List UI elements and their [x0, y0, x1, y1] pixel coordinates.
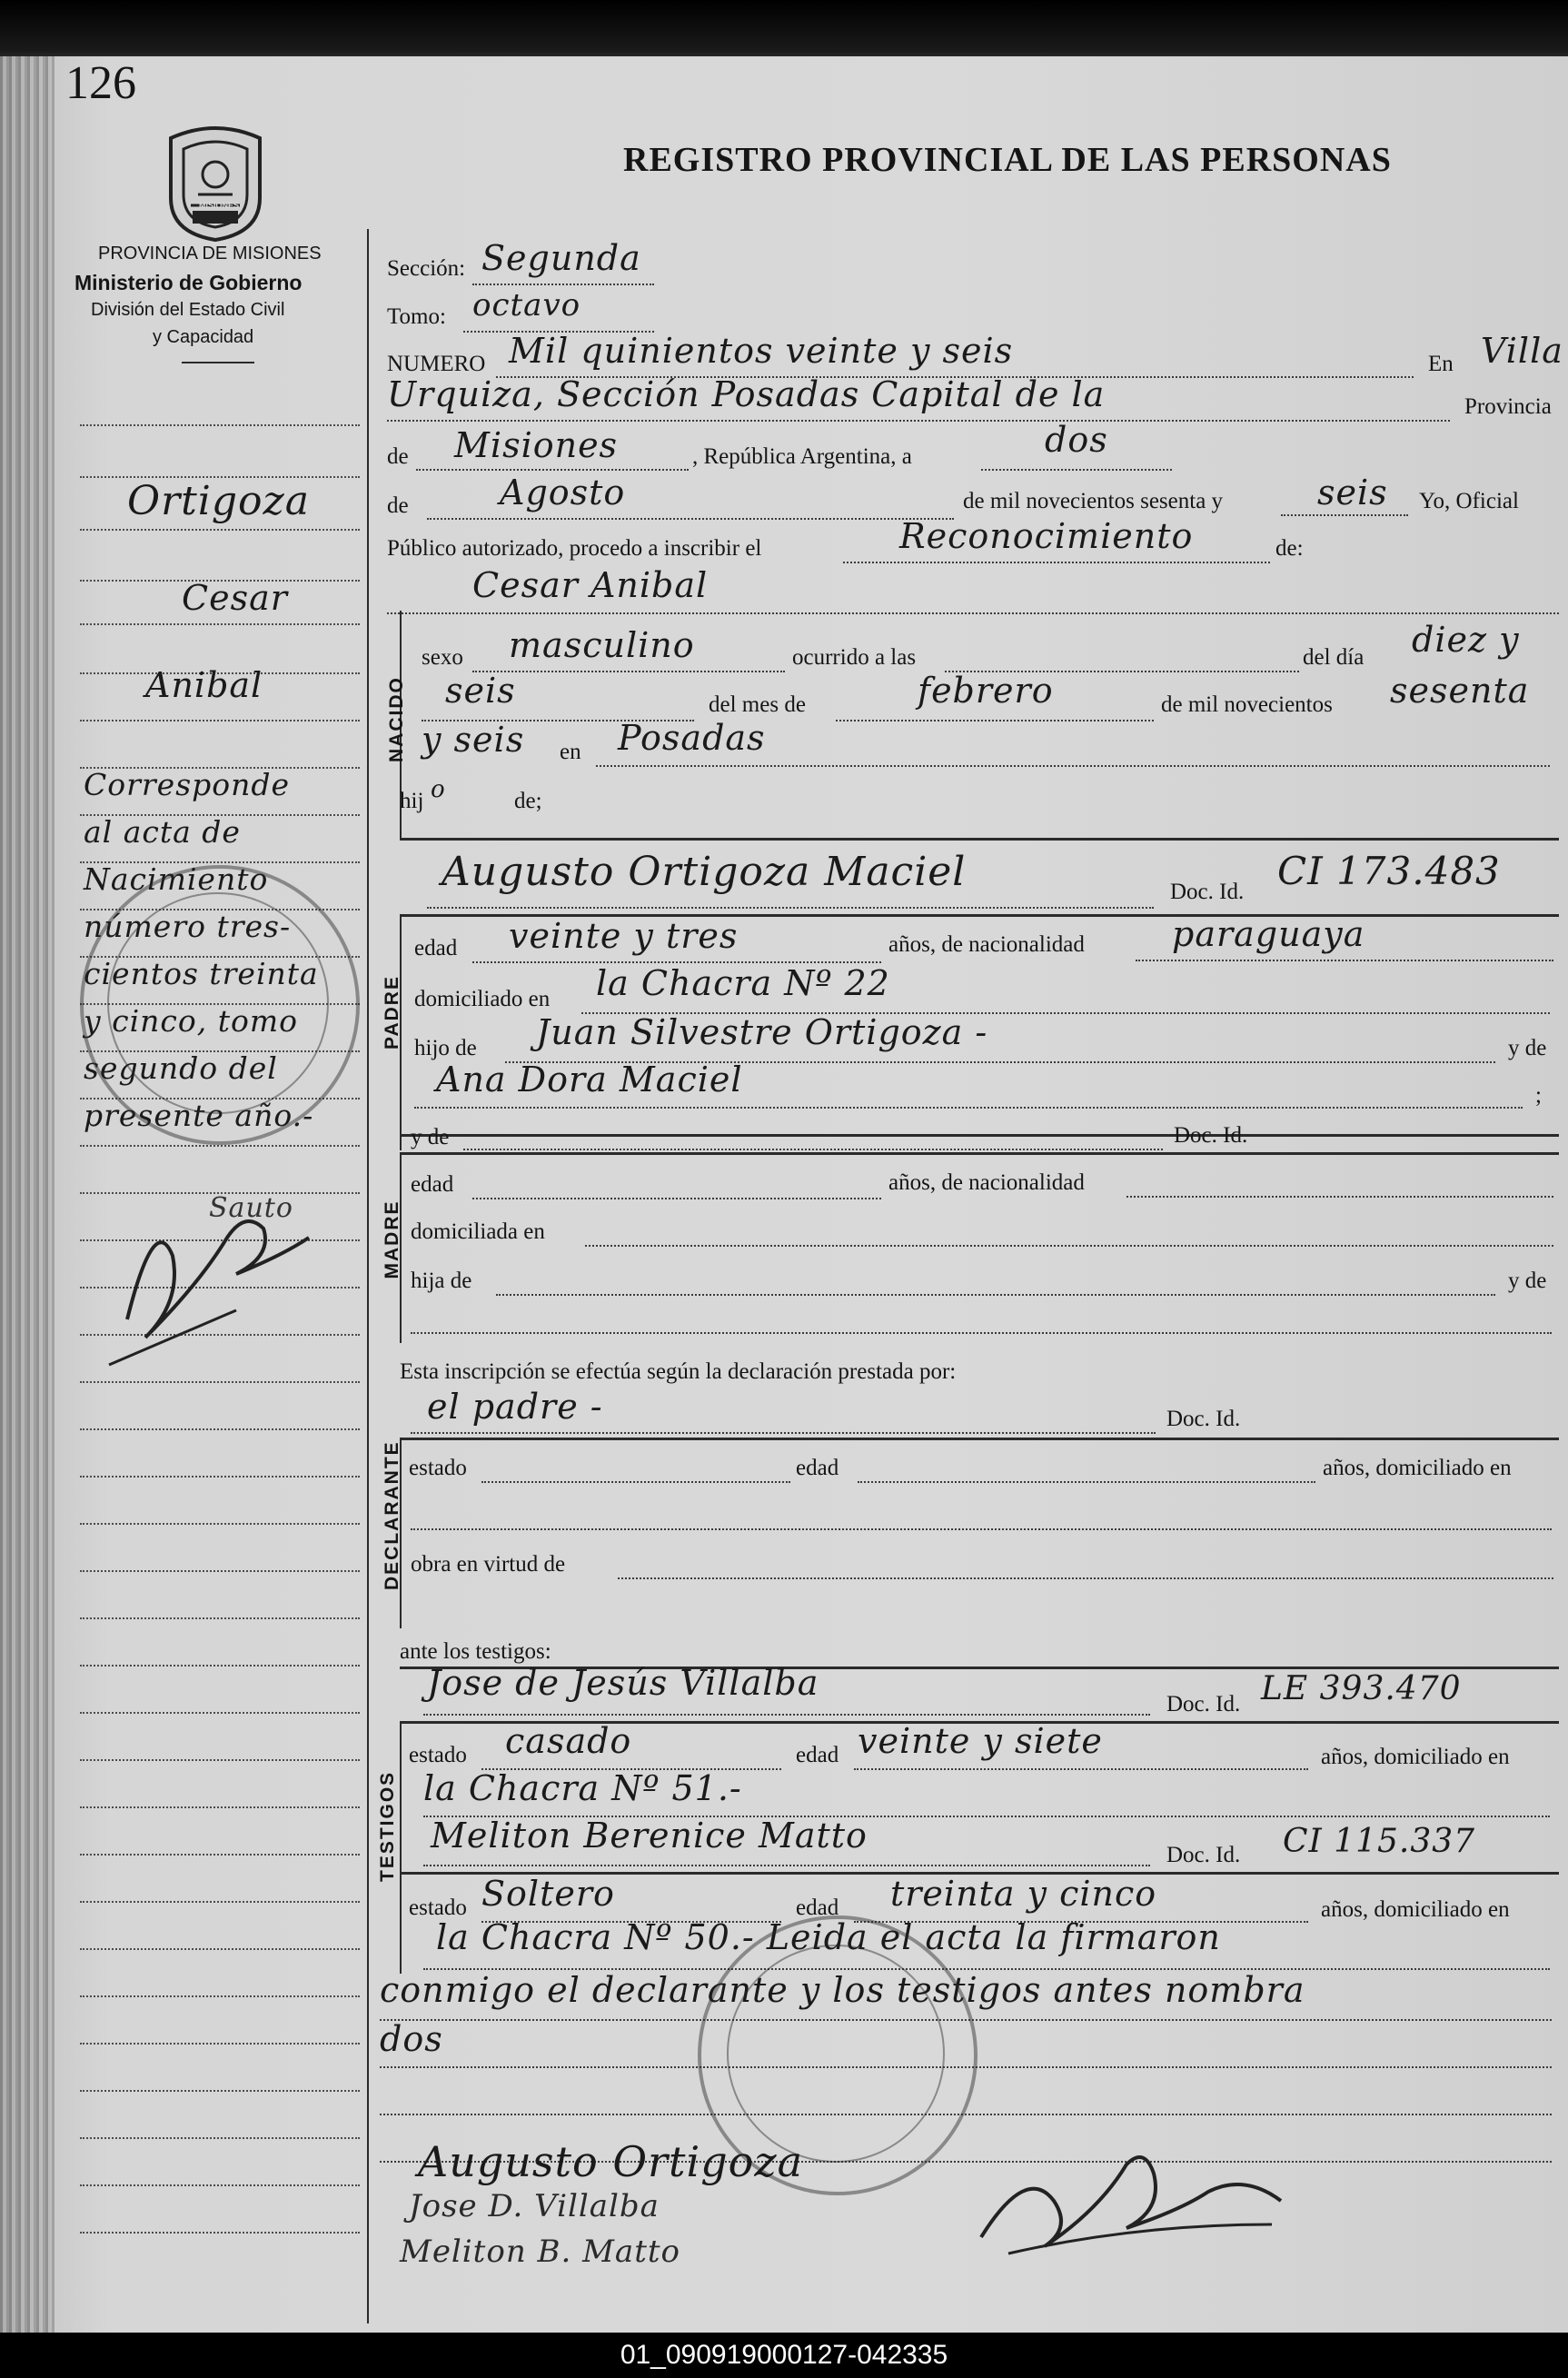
padre-edad-value: veinte y tres [509, 916, 739, 956]
madre-sub-rule [400, 1152, 1559, 1155]
dotted-fill-line [427, 518, 954, 520]
dotted-fill-line [854, 1768, 1308, 1770]
dotted-fill-line [427, 907, 1154, 909]
page-number: 126 [65, 57, 136, 109]
org-ministry: Ministerio de Gobierno [74, 271, 303, 294]
hijo-label: hij [400, 789, 424, 813]
dotted-fill-line [80, 1948, 360, 1950]
sexo-label: sexo [422, 645, 463, 670]
dotted-fill-line [80, 720, 360, 721]
padre-label: PADRE [382, 975, 402, 1050]
margin-surname: Ortigoza [127, 478, 310, 524]
declarante-intro: Esta inscripción se efectúa según la declaración prestada por: [400, 1359, 957, 1384]
padre-hijo-de-label: hijo de [414, 1036, 477, 1060]
margin-stamp-inner [107, 892, 329, 1114]
dia-nac-value-a: diez y [1412, 620, 1520, 660]
signature-father: Augusto Ortigoza [418, 2137, 804, 2186]
province-seal [162, 122, 269, 242]
margin-name2: Anibal [145, 665, 263, 705]
margin-note-line: y cinco, tomo [84, 1003, 299, 1039]
dotted-fill-line [80, 1806, 360, 1808]
dotted-fill-line [80, 2090, 360, 2092]
testigo2-edad-label: edad [796, 1895, 839, 1920]
dotted-fill-line [585, 1245, 1553, 1247]
declarante-top-rule [400, 1438, 1559, 1440]
dotted-fill-line [858, 1481, 1315, 1483]
en-value: Villa [1481, 331, 1563, 371]
margin-note-line: cientos treinta [84, 956, 319, 991]
dotted-fill-line [411, 1332, 1552, 1334]
padre-nombre: Augusto Ortigoza Maciel [442, 849, 967, 895]
dotted-fill-line [387, 420, 1450, 422]
tomo-value: octavo [472, 287, 581, 323]
signature-witness2: Meliton B. Matto [400, 2234, 681, 2270]
scan-id-footer: 01_090919000127-042335 [0, 2333, 1568, 2378]
de-label: de [387, 444, 409, 469]
padre-y-de-label: y de [1508, 1036, 1547, 1060]
madre-dom-label: domiciliada en [411, 1219, 545, 1244]
declarante-edad-label: edad [796, 1456, 839, 1480]
lugar-nac-value: Posadas [618, 718, 766, 758]
dotted-fill-line [80, 424, 360, 426]
org-capacity: y Capacidad [153, 327, 254, 347]
declarante-label: DECLARANTE [382, 1440, 402, 1590]
padre-doc-value: CI 173.483 [1277, 849, 1501, 893]
seal-text: MISIONES [199, 201, 240, 210]
book-spine [0, 56, 55, 2333]
margin-note-line: segundo del [84, 1050, 278, 1086]
anio-value: seis [1317, 473, 1388, 512]
madre-nac-label: años, de nacionalidad [888, 1170, 1085, 1195]
closing-line3: dos [380, 2019, 443, 2059]
dotted-fill-line [80, 2232, 360, 2234]
dotted-fill-line [981, 469, 1172, 471]
dotted-fill-line [80, 1428, 360, 1430]
padre-nac-value: paraguaya [1172, 914, 1365, 954]
official-signature [972, 2137, 1299, 2264]
dotted-fill-line [80, 2137, 360, 2139]
padre-doc-label: Doc. Id. [1170, 880, 1245, 904]
dotted-fill-line [80, 1995, 360, 1997]
del-mes-label: del mes de [709, 692, 806, 717]
en-nac-label: en [560, 740, 581, 764]
testigo1-anios-label: años, domiciliado en [1321, 1745, 1510, 1769]
testigo1-doc-label: Doc. Id. [1166, 1692, 1241, 1716]
margin-divider [367, 229, 369, 2323]
margin-signature-text: Sauto [209, 1192, 293, 1224]
padre-dom-label: domiciliado en [414, 987, 551, 1011]
de2-label: de [387, 493, 409, 518]
dotted-fill-line [411, 1432, 1156, 1434]
testigo2-edad-value: treinta y cinco [890, 1874, 1157, 1914]
hijo-de-label: de; [514, 789, 542, 813]
testigos-label: TESTIGOS [377, 1770, 398, 1882]
testigo2-estado-label: estado [409, 1895, 467, 1920]
sexo-value: masculino [509, 625, 695, 665]
testigo1-edad-value: veinte y siete [858, 1721, 1103, 1761]
margin-note-line: Corresponde [84, 767, 291, 802]
declarante-estado-label: estado [409, 1456, 467, 1480]
dotted-fill-line [481, 1481, 790, 1483]
registry-stamp-inner [727, 1945, 945, 2163]
testigo1-dom-value: la Chacra Nº 51.- [423, 1768, 742, 1808]
mes-nac-value: febrero [918, 671, 1054, 711]
testigo1-estado-value: casado [505, 1721, 632, 1761]
dotted-fill-line [80, 1759, 360, 1761]
madre-edad-label: edad [411, 1172, 454, 1197]
dotted-fill-line [80, 2184, 360, 2186]
testigo1-doc-value: LE 393.470 [1261, 1670, 1462, 1707]
dotted-fill-line [80, 2043, 360, 2045]
dotted-fill-line [1281, 514, 1408, 516]
org-province: PROVINCIA DE MISIONES [98, 244, 322, 264]
dotted-fill-line [80, 1712, 360, 1714]
anio-nac-value-b: y seis [422, 720, 525, 760]
margin-note-line: número tres- [84, 909, 292, 944]
dotted-fill-line [423, 1714, 1150, 1716]
dotted-fill-line [596, 765, 1550, 767]
padre-edad-label: edad [414, 936, 458, 960]
madre-hija-label: hija de [411, 1269, 472, 1293]
del-dia-label: del día [1303, 645, 1365, 670]
dotted-fill-line [411, 1528, 1552, 1530]
org-division: División del Estado Civil [91, 300, 285, 320]
margin-note-line: presente año.- [84, 1098, 314, 1133]
padre-madre-value: Ana Dora Maciel [436, 1060, 743, 1099]
testigo2-estado-value: Soltero [481, 1874, 615, 1914]
madre-top-rule [400, 1134, 1559, 1137]
madre-label: MADRE [382, 1199, 402, 1279]
anio-nac-label: de mil novecientos [1161, 692, 1333, 717]
dotted-fill-line [416, 469, 689, 471]
declarante-nombre: el padre - [427, 1387, 603, 1427]
padre-nac-label: años, de nacionalidad [888, 932, 1085, 957]
testigo1-estado-label: estado [409, 1743, 467, 1767]
dotted-fill-line [1136, 960, 1553, 961]
dotted-fill-line [496, 1294, 1495, 1296]
register-page [0, 56, 1568, 2333]
margin-note-line: Nacimiento [84, 861, 269, 897]
oficial-label: Yo, Oficial [1419, 489, 1519, 513]
dotted-fill-line [843, 562, 1270, 563]
testigo1-edad-label: edad [796, 1743, 839, 1767]
dotted-fill-line [80, 1570, 360, 1572]
declarante-anios-label: años, domiciliado en [1323, 1456, 1512, 1480]
closing-line2: conmigo el declarante y los testigos antes nombra [380, 1970, 1305, 2010]
seccion-value: Segunda [481, 238, 641, 278]
tipo-value: Reconocimiento [899, 516, 1194, 556]
padre-dom-value: la Chacra Nº 22 [596, 963, 890, 1003]
dia-nac-value-b: seis [445, 671, 516, 711]
anio-nac-value-a: sesenta [1390, 671, 1530, 711]
dotted-fill-line [80, 529, 360, 531]
de-colon-label: de: [1275, 536, 1304, 561]
dotted-fill-line [618, 1577, 1553, 1579]
dotted-fill-line [80, 1617, 360, 1619]
dotted-fill-line [472, 671, 785, 672]
testigos-bracket [400, 1721, 402, 1974]
dotted-fill-line [80, 1854, 360, 1856]
nacido-label: NACIDO [386, 676, 407, 762]
org-underline [182, 362, 254, 363]
provincia-label: Provincia [1464, 394, 1552, 419]
padre-top-rule [400, 838, 1559, 841]
inscripto-value: Cesar Anibal [472, 565, 709, 605]
margin-note-line: al acta de [84, 814, 241, 850]
dotted-fill-line [1126, 1196, 1553, 1198]
publico-label: Público autorizado, procedo a inscribir el [387, 536, 762, 561]
dotted-fill-line [463, 1149, 1163, 1150]
testigo2-doc-value: CI 115.337 [1283, 1823, 1476, 1860]
dotted-fill-line [387, 612, 1559, 614]
testigo2-dom-value: la Chacra Nº 50.- Leida el acta la firmaron [436, 1917, 1221, 1957]
testigo2-anios-label: años, domiciliado en [1321, 1897, 1510, 1922]
tomo-label: Tomo: [387, 304, 446, 329]
testigos-intro: ante los testigos: [400, 1639, 551, 1664]
margin-signature [91, 1156, 327, 1392]
page-title: REGISTRO PROVINCIAL DE LAS PERSONAS [623, 141, 1392, 179]
en-label: En [1428, 352, 1454, 376]
signature-witness1: Jose D. Villalba [409, 2188, 660, 2224]
numero-value: Mil quinientos veinte y seis [509, 331, 1014, 371]
margin-name1: Cesar [182, 578, 288, 618]
dotted-fill-line [80, 623, 360, 625]
dia-value: dos [1045, 420, 1108, 460]
dotted-fill-line [80, 1476, 360, 1478]
dotted-fill-line [414, 1107, 1523, 1109]
dotted-fill-line [836, 720, 1154, 721]
dotted-fill-line [80, 1665, 360, 1667]
dotted-fill-line [80, 1901, 360, 1903]
testigo1-nombre: Jose de Jesús Villalba [427, 1663, 819, 1703]
madre-y-de2-label: y de [1508, 1269, 1547, 1293]
madre-y-de-label: y de [411, 1125, 450, 1149]
anio-label: de mil novecientos sesenta y [963, 489, 1224, 513]
book-binding [0, 0, 1568, 64]
dotted-fill-line [80, 1145, 360, 1147]
numero-label: NUMERO [387, 352, 486, 376]
hijo-suffix: o [431, 776, 446, 803]
dotted-fill-line [380, 2114, 1552, 2115]
declarante-doc-label: Doc. Id. [1166, 1407, 1241, 1431]
dotted-fill-line [80, 1523, 360, 1525]
mes-value: Agosto [500, 473, 626, 512]
place-line: Urquiza, Sección Posadas Capital de la [387, 374, 1106, 414]
testigo2-nombre: Meliton Berenice Matto [431, 1816, 868, 1856]
republica-label: , República Argentina, a [692, 444, 912, 469]
dotted-fill-line [423, 1865, 1150, 1866]
declarante-obra-label: obra en virtud de [411, 1552, 566, 1577]
madre-doc-label: Doc. Id. [1174, 1123, 1248, 1148]
dotted-fill-line [472, 1198, 881, 1199]
ocurrido-label: ocurrido a las [792, 645, 917, 670]
testigo2-doc-label: Doc. Id. [1166, 1843, 1241, 1867]
provincia-value: Misiones [454, 425, 619, 465]
seccion-label: Sección: [387, 256, 466, 281]
padre-semicolon: ; [1535, 1083, 1542, 1108]
padre-padre-value: Juan Silvestre Ortigoza - [536, 1012, 988, 1052]
dotted-fill-line [472, 284, 654, 285]
